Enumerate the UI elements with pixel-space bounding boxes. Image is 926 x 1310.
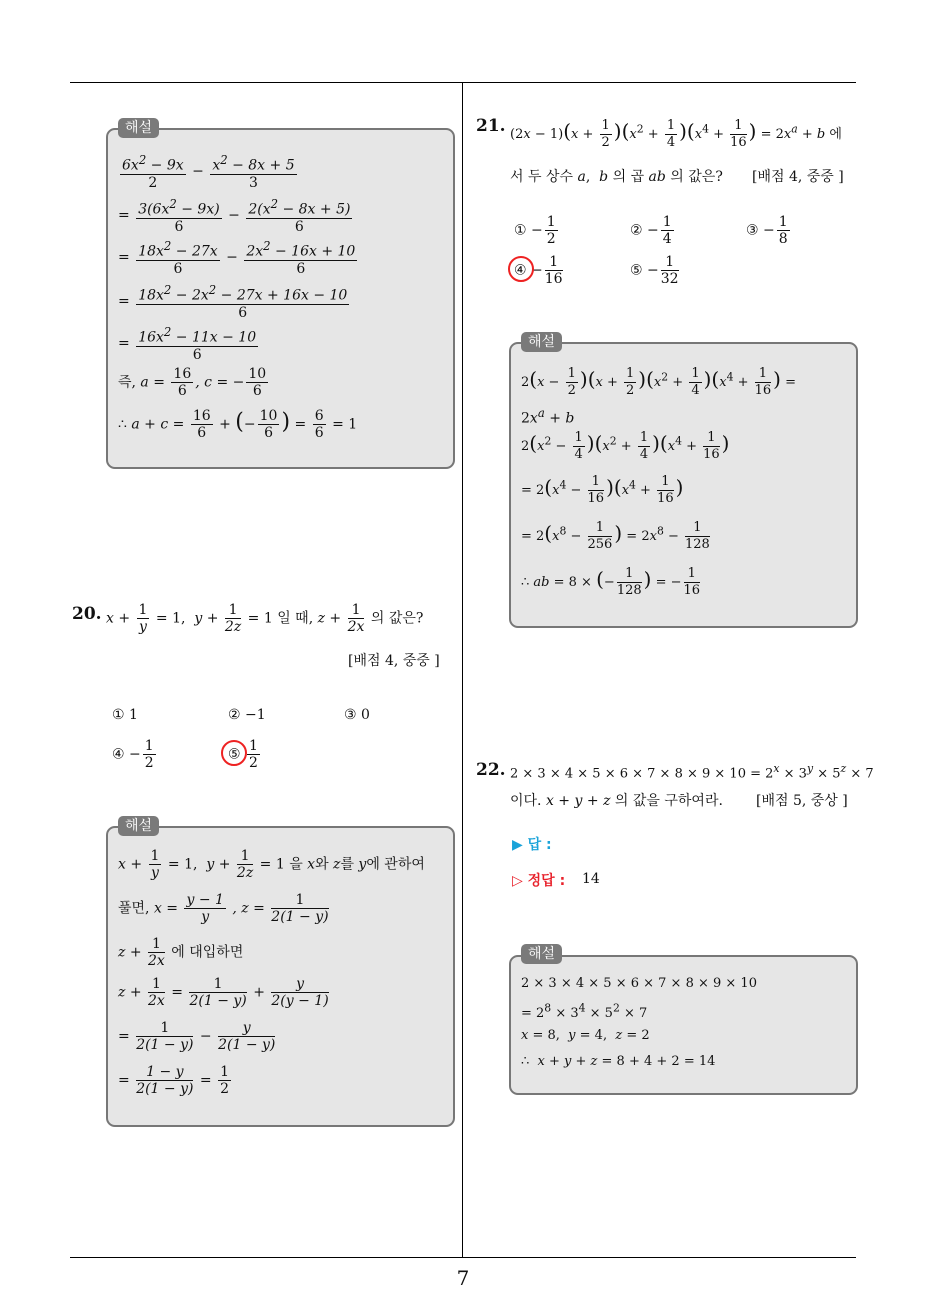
q19-sol-line-4: = $\frac{18x^2 - 2x^2 - 27x + 16x - 10}{6}$ [118, 283, 348, 321]
q19-sol-line-3: = $\frac{18x^2 - 27x}{6}$ − $\frac{2x^2 - 16x + 10}{6}$ [118, 239, 356, 277]
q20-sol-line-6: = $\frac{1 - y}{2(1 - y)}$ = $\frac{1}{2}$ [118, 1064, 230, 1097]
q19-sol-line-6: 즉, a = $\frac{16}{6}$ , c = − $\frac{10}{6}$ [118, 366, 267, 399]
q21-number: 21. [476, 116, 506, 136]
q22-answer-label: ▶ 답 : [512, 837, 552, 853]
q21-choice-4[interactable]: ④ − $\frac{1}{16}$ [514, 254, 563, 287]
q19-sol-line-1: $\frac{6x^2 - 9x}{2}$ − $\frac{x^2 - 8x + 5}{3}$ [122, 153, 295, 191]
q20-choice-2[interactable]: ② −1 [228, 707, 266, 723]
q22-sol-line-1: 2 × 3 × 4 × 5 × 6 × 7 × 8 × 9 × 10 [521, 976, 757, 991]
q20-sol-line-2: 풀면, x = $\frac{y - 1}{y}$ , z = $\frac{1}{2(1 - y)}$ [118, 892, 329, 925]
q21-sol-line-6: ∴ ab = 8 × (− $\frac{1}{128}$ ) = − $\frac{1}{16}$ [521, 566, 701, 598]
q22-score: [배점 5, 중상 ] [756, 793, 848, 809]
q19-sol-line-2: = $\frac{3(6x^2 - 9x)}{6}$ − $\frac{2(x^2 - 8x + 5)}{6}$ [118, 197, 351, 235]
q20-choice-4[interactable]: ④ − $\frac{1}{2}$ [112, 738, 154, 771]
q20-choice-5[interactable]: ⑤ $\frac{1}{2}$ [228, 738, 258, 771]
q20-choice-1[interactable]: ① 1 [112, 707, 138, 723]
q22-correct-value: 14 [582, 871, 600, 887]
q20-sol-line-4: z + $\frac{1}{2x}$ = $\frac{1}{2(1 - y)}$ + $\frac{y}{2(y - 1)}$ [118, 976, 329, 1009]
q22-stem-2: 이다. x + y + z 의 값을 구하여라. [510, 793, 723, 809]
q20-choice-3[interactable]: ③ 0 [344, 707, 370, 723]
q21-stem: (2x − 1)(x + $\frac{1}{2}$ )($x^2$ + $\frac{1}{4}$ )($x^4$ + $\frac{1}{16}$ ) = $2x^a + b$ 에 [510, 118, 842, 150]
q21-choice-1[interactable]: ① − $\frac{1}{2}$ [514, 214, 556, 247]
q21-choice-5[interactable]: ⑤ − $\frac{1}{32}$ [630, 254, 679, 287]
q20-stem: x + $\frac{1}{y}$ = 1, y + $\frac{1}{2z}$ = 1 일 때, z + $\frac{1}{2x}$ 의 값은? [106, 602, 424, 635]
q21-sol-line-4: = $2(x^4$ − $\frac{1}{16}$ )($x^4$ + $\frac{1}{16}$ ) [521, 474, 684, 506]
top-rule [70, 82, 856, 83]
page-number: 7 [456, 1266, 470, 1290]
q20-sol-line-3: z + $\frac{1}{2x}$ 에 대입하면 [118, 936, 244, 969]
q20-solution-tag: 해설 [118, 816, 159, 836]
q22-correct-label: ▷ 정답 : [512, 873, 566, 889]
q21-choice-3[interactable]: ③ − $\frac{1}{8}$ [746, 214, 788, 247]
column-divider [462, 82, 463, 1258]
q21-score: [배점 4, 중중 ] [752, 169, 844, 185]
q20-score: [배점 4, 중중 ] [348, 653, 440, 669]
q21-sol-line-1: 2(x − $\frac{1}{2}$ )(x + $\frac{1}{2}$ )($x^2$ + $\frac{1}{4}$ )($x^4$ + $\frac{1}{16}$ ) = [521, 366, 797, 398]
q22-stem: $2 \times 3 \times 4 \times 5 \times 6 \times 7 \times 8 \times 9 \times 10 = 2^x \times 3^y \times 5^z \times 7$ [510, 762, 874, 782]
bottom-rule [70, 1257, 856, 1258]
q22-sol-line-4: ∴ x + y + z = 8 + 4 + 2 = 14 [521, 1054, 716, 1069]
q21-stem-2: 서 두 상수 a, b 의 곱 ab 의 값은? [510, 169, 723, 185]
q22-sol-line-3: x = 8, y = 4, z = 2 [521, 1028, 650, 1043]
q19-sol-line-7: ∴ a + c = $\frac{16}{6}$ + (− $\frac{10}{6}$ ) = $\frac{6}{6}$ = 1 [118, 408, 358, 441]
q22-number: 22. [476, 760, 506, 780]
q22-solution-tag: 해설 [521, 944, 562, 964]
q20-sol-line-5: = $\frac{1}{2(1 - y)}$ − $\frac{y}{2(1 - y)}$ [118, 1020, 276, 1053]
q20-answer-circle [221, 740, 247, 766]
q20-number: 20. [72, 604, 102, 624]
q21-sol-line-2: $2x^a + b$ [521, 406, 575, 427]
q21-choice-2[interactable]: ② − $\frac{1}{4}$ [630, 214, 672, 247]
q19-solution-tag: 해설 [118, 118, 159, 138]
q21-sol-line-5: = $2(x^8$ − $\frac{1}{256}$ ) = $2x^8$ − $\frac{1}{128}$ [521, 520, 710, 552]
q19-sol-line-5: = $\frac{16x^2 - 11x - 10}{6}$ [118, 325, 257, 363]
q21-sol-line-3: $2(x^2$ − $\frac{1}{4}$ )($x^2$ + $\frac{1}{4}$ )($x^4$ + $\frac{1}{16}$ ) [521, 430, 730, 462]
q20-sol-line-1: x + $\frac{1}{y}$ = 1, y + $\frac{1}{2z}$ = 1 을 x와 z를 y에 관하여 [118, 848, 425, 881]
q22-sol-line-2: = $2^8 \times 3^4 \times 5^2 \times 7$ [521, 1002, 648, 1022]
q21-solution-tag: 해설 [521, 332, 562, 352]
q21-answer-circle [508, 256, 534, 282]
